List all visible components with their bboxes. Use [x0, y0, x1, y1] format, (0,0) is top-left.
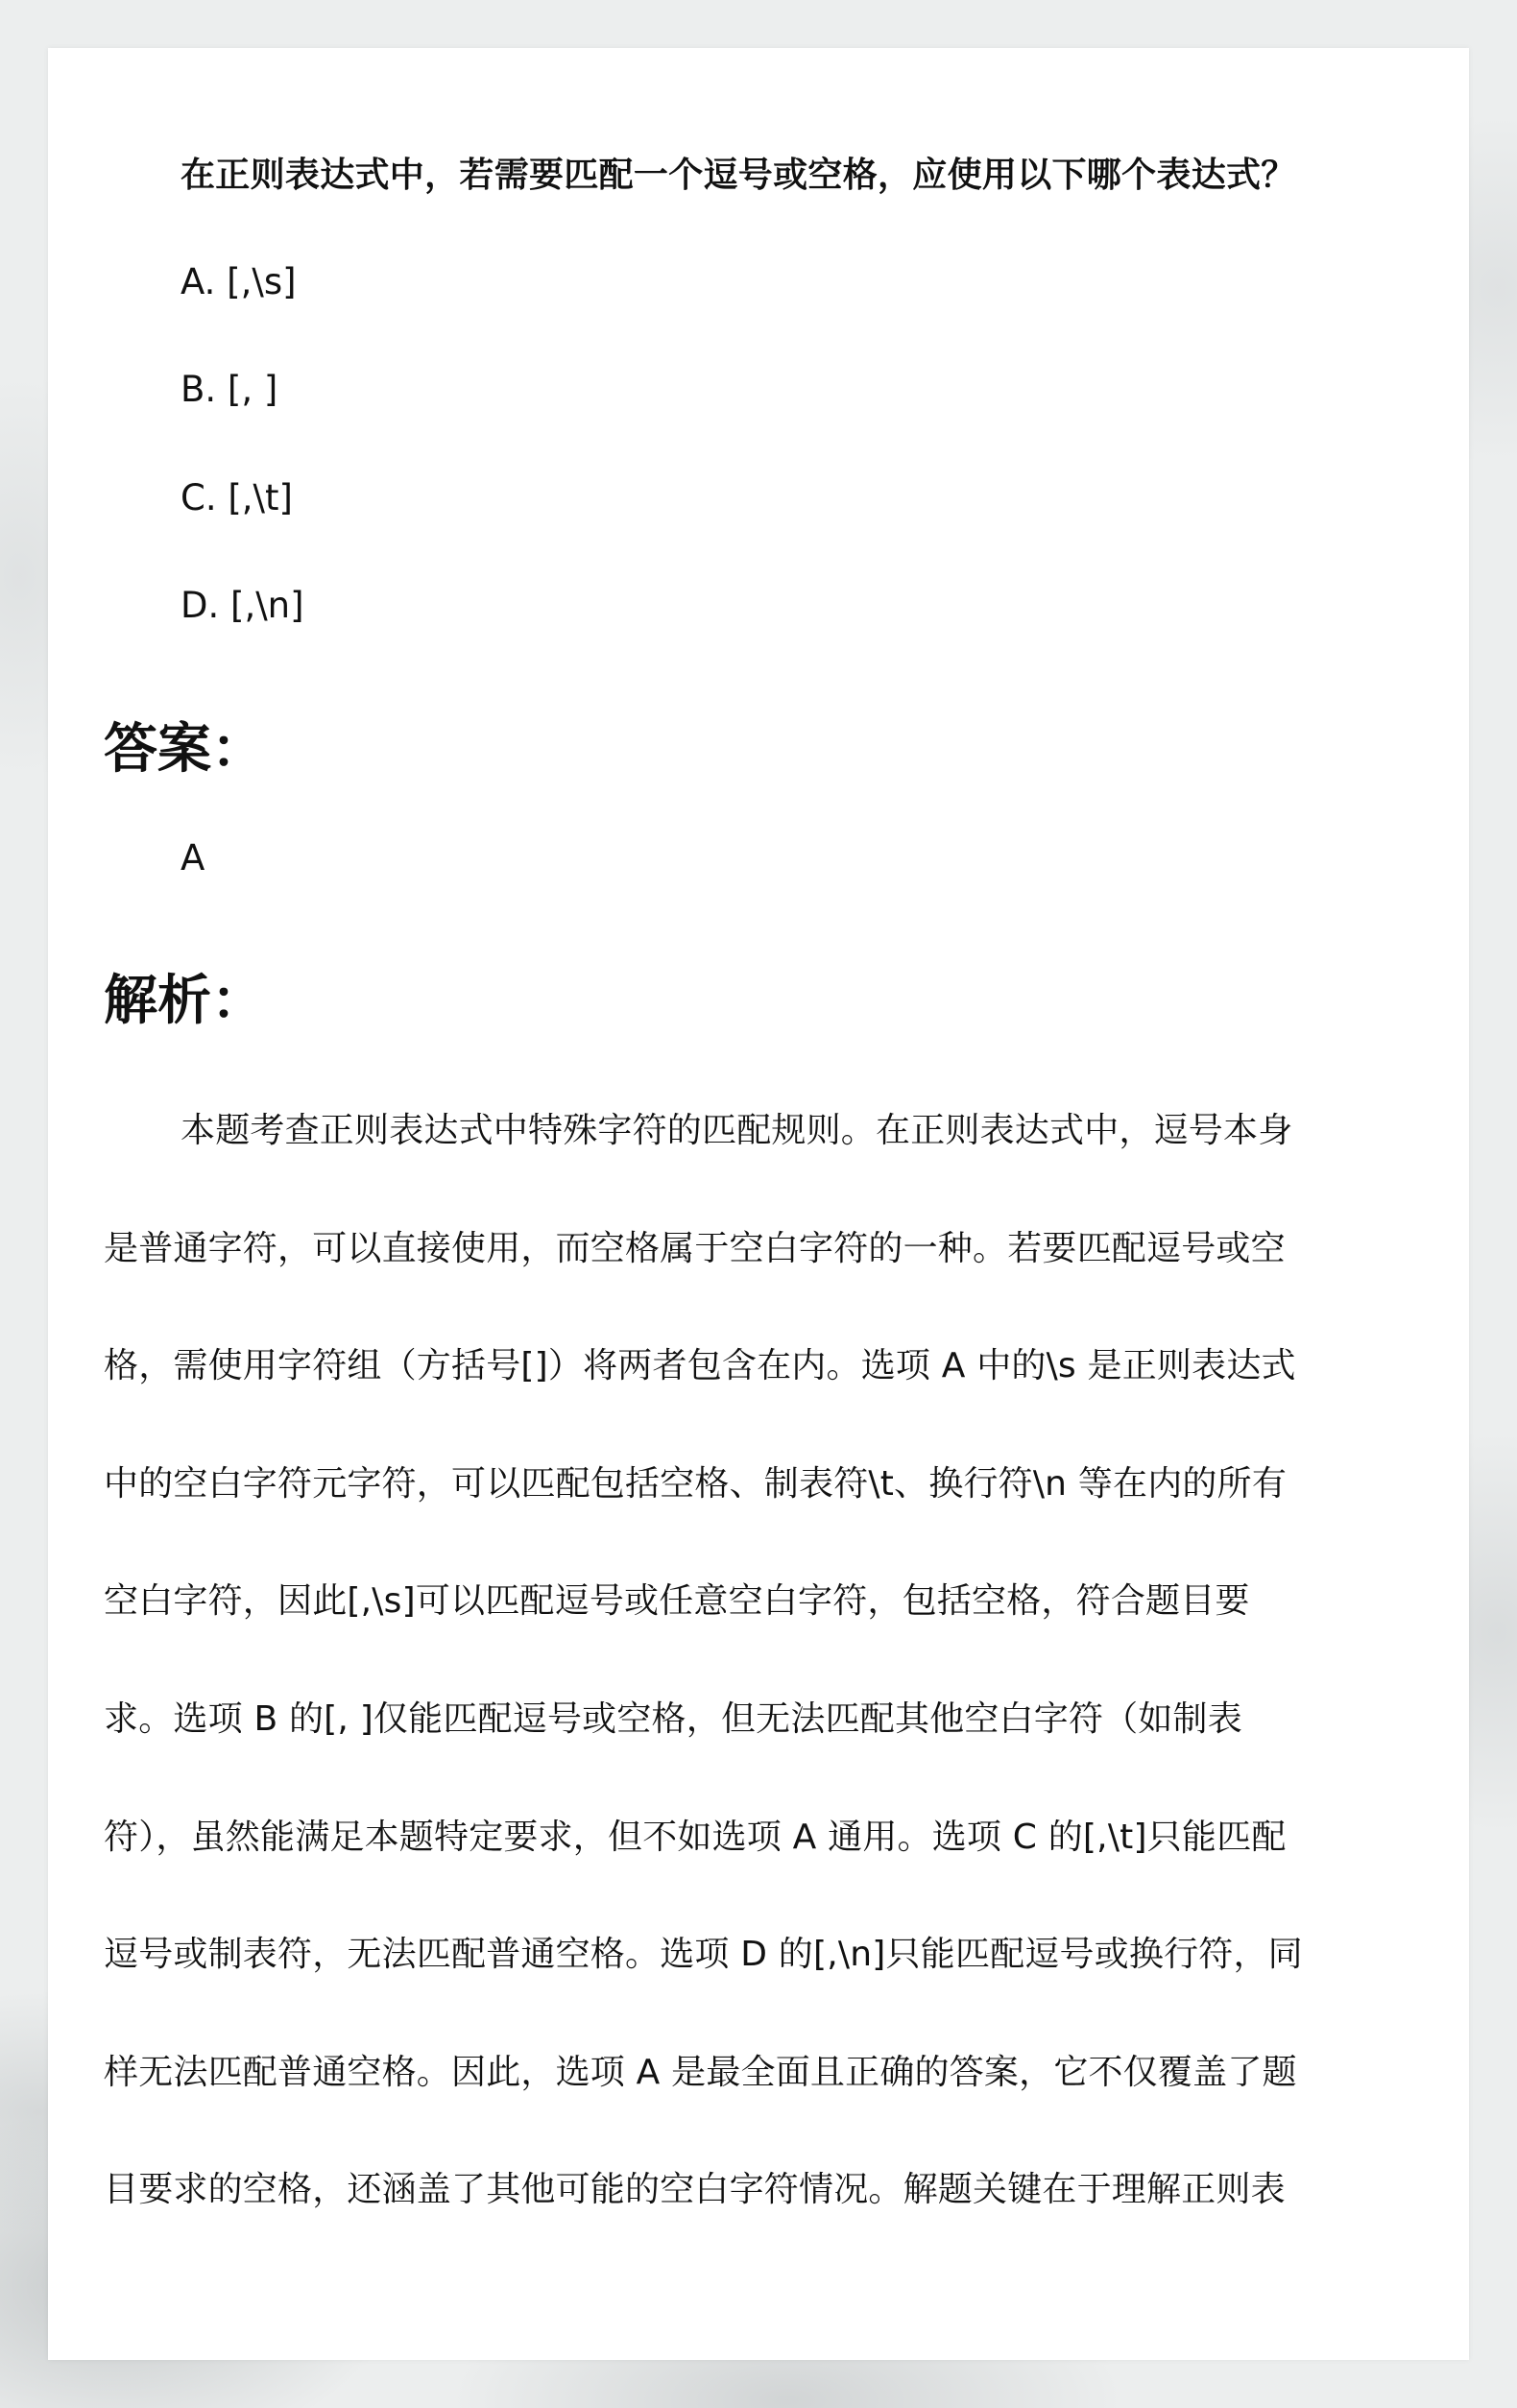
analysis-line: 符），虽然能满足本题特定要求，但不如选项 A 通用。选项 C 的[,\t]只能匹配	[104, 1817, 1287, 1857]
analysis-line: 本题考查正则表达式中特殊字符的匹配规则。在正则表达式中，逗号本身	[181, 1111, 1293, 1150]
question-text: 在正则表达式中，若需要匹配一个逗号或空格，应使用以下哪个表达式？	[181, 156, 1296, 195]
analysis-line: 逗号或制表符，无法匹配普通空格。选项 D 的[,\n]只能匹配逗号或换行符，同	[104, 1935, 1303, 1975]
analysis-line: 是普通字符，可以直接使用，而空格属于空白字符的一种。若要匹配逗号或空	[104, 1228, 1286, 1268]
analysis-line: 空白字符，因此[,\s]可以匹配逗号或任意空白字符，包括空格，符合题目要	[104, 1581, 1250, 1622]
document-page	[48, 48, 1469, 2360]
option-b: B. [, ]	[181, 369, 278, 410]
analysis-line: 格，需使用字符组（方括号[]）将两者包含在内。选项 A 中的\s 是正则表达式	[104, 1346, 1296, 1386]
option-c: C. [,\t]	[181, 477, 293, 518]
analysis-heading: 解析：	[104, 970, 265, 1032]
option-d: D. [,\n]	[181, 585, 304, 626]
option-a: A. [,\s]	[181, 261, 297, 302]
analysis-body	[104, 1102, 1448, 2279]
analysis-line: 求。选项 B 的[, ]仅能匹配逗号或空格，但无法匹配其他空白字符（如制表	[104, 1698, 1242, 1739]
answer-heading: 答案：	[104, 718, 265, 781]
analysis-line: 中的空白字符元字符，可以匹配包括空格、制表符\t、换行符\n 等在内的所有	[104, 1463, 1288, 1504]
analysis-line: 样无法匹配普通空格。因此，选项 A 是最全面且正确的答案，它不仅覆盖了题	[104, 2052, 1297, 2092]
answer-value: A	[181, 837, 205, 879]
analysis-line: 目要求的空格，还涵盖了其他可能的空白字符情况。解题关键在于理解正则表	[104, 2170, 1286, 2210]
